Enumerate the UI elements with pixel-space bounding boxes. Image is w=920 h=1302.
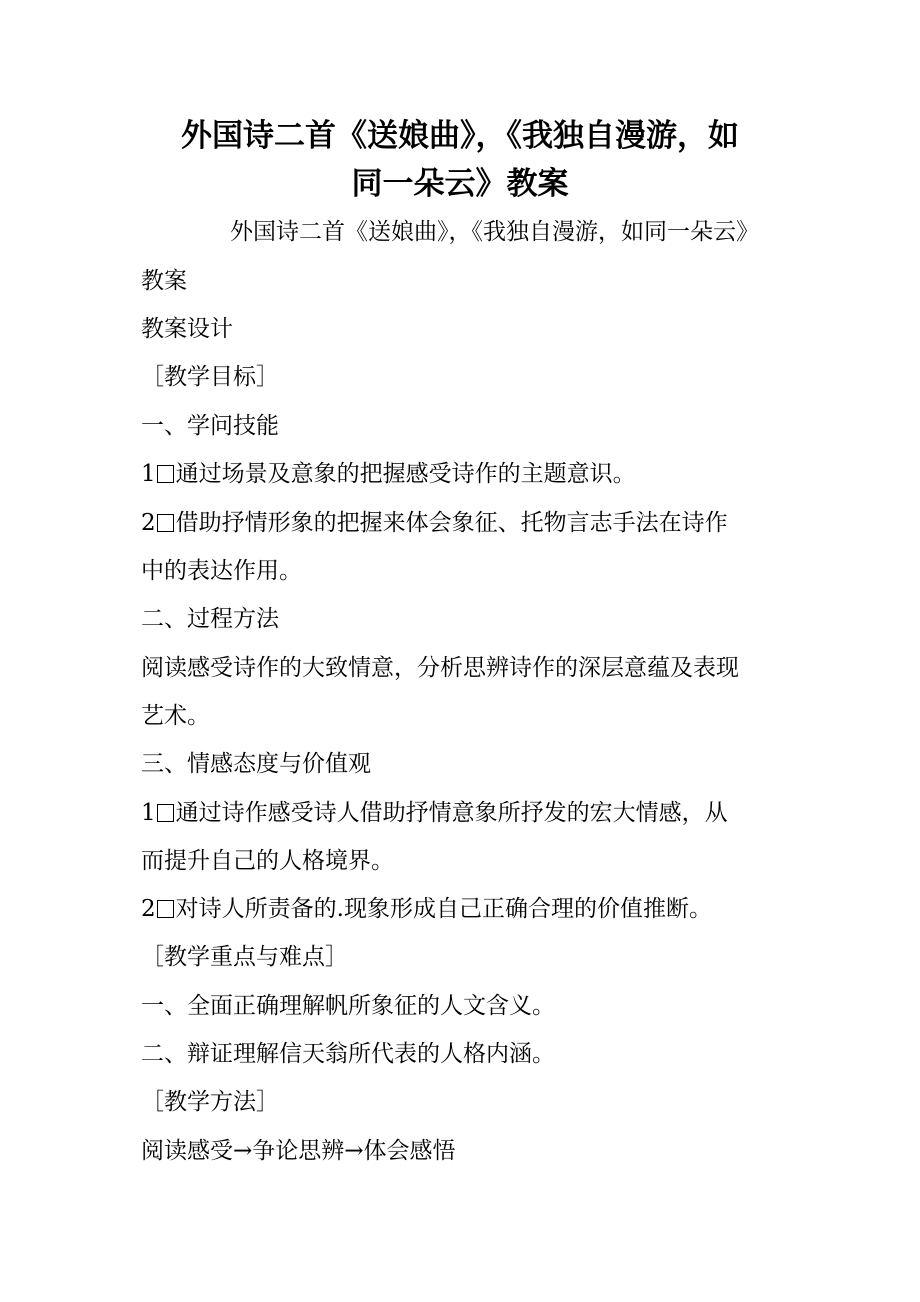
placeholder-box-icon xyxy=(157,514,174,532)
goal-process-text: 阅读感受诗作的大致情意，分析思辨诗作的深层意蕴及表现 xyxy=(141,655,739,681)
goal-heading-attitude: 三、情感态度与价值观 xyxy=(141,751,371,777)
goal-attitude-item-1-cont: 而提升自己的人格境界。 xyxy=(141,848,394,874)
item-text: 借助抒情形象的把握来体会象征、托物言志手法在诗作 xyxy=(175,510,728,536)
goal-process-text-cont: 艺术。 xyxy=(141,703,210,729)
methods-text: 阅读感受→争论思辨→体会感悟 xyxy=(141,1138,456,1164)
subtitle-line-1: 外国诗二首《送娘曲》，《我独自漫游，如同一朵云》 xyxy=(230,219,759,245)
document-title-line-2: 同一朵云》教案 xyxy=(351,166,569,202)
section-heading-methods: ［教学方法］ xyxy=(141,1089,279,1115)
keypoint-1: 一、全面正确理解帆所象征的人文含义。 xyxy=(141,993,555,1019)
document-title-line-1: 外国诗二首《送娘曲》，《我独自漫游，如 xyxy=(181,118,739,154)
goal-heading-knowledge: 一、学问技能 xyxy=(141,413,279,439)
item-number: 1 xyxy=(141,461,156,487)
placeholder-box-icon xyxy=(157,804,174,822)
item-text: 通过场景及意象的把握感受诗作的主题意识。 xyxy=(175,461,636,487)
goal-attitude-item-2 xyxy=(141,894,712,924)
keypoint-2: 二、辩证理解信天翁所代表的人格内涵。 xyxy=(141,1041,555,1067)
item-text: 通过诗作感受诗人借助抒情意象所抒发的宏大情感，从 xyxy=(175,800,728,826)
subtitle-line-2: 教案 xyxy=(141,268,187,294)
item-number: 1 xyxy=(141,800,156,826)
goal-attitude-item-1 xyxy=(141,798,728,828)
item-number: 2 xyxy=(141,896,156,922)
section-heading-keypoints: ［教学重点与难点］ xyxy=(141,944,348,970)
design-label: 教案设计 xyxy=(141,316,233,342)
item-text: 对诗人所责备的.现象形成自己正确合理的价值推断。 xyxy=(175,896,712,922)
goal-knowledge-item-1 xyxy=(141,459,636,489)
goal-heading-process: 二、过程方法 xyxy=(141,606,279,632)
placeholder-box-icon xyxy=(157,900,174,918)
goal-knowledge-item-2-cont: 中的表达作用。 xyxy=(141,558,302,584)
goal-knowledge-item-2 xyxy=(141,508,728,538)
item-number: 2 xyxy=(141,510,156,536)
placeholder-box-icon xyxy=(157,465,174,483)
section-heading-goals: ［教学目标］ xyxy=(141,364,279,390)
